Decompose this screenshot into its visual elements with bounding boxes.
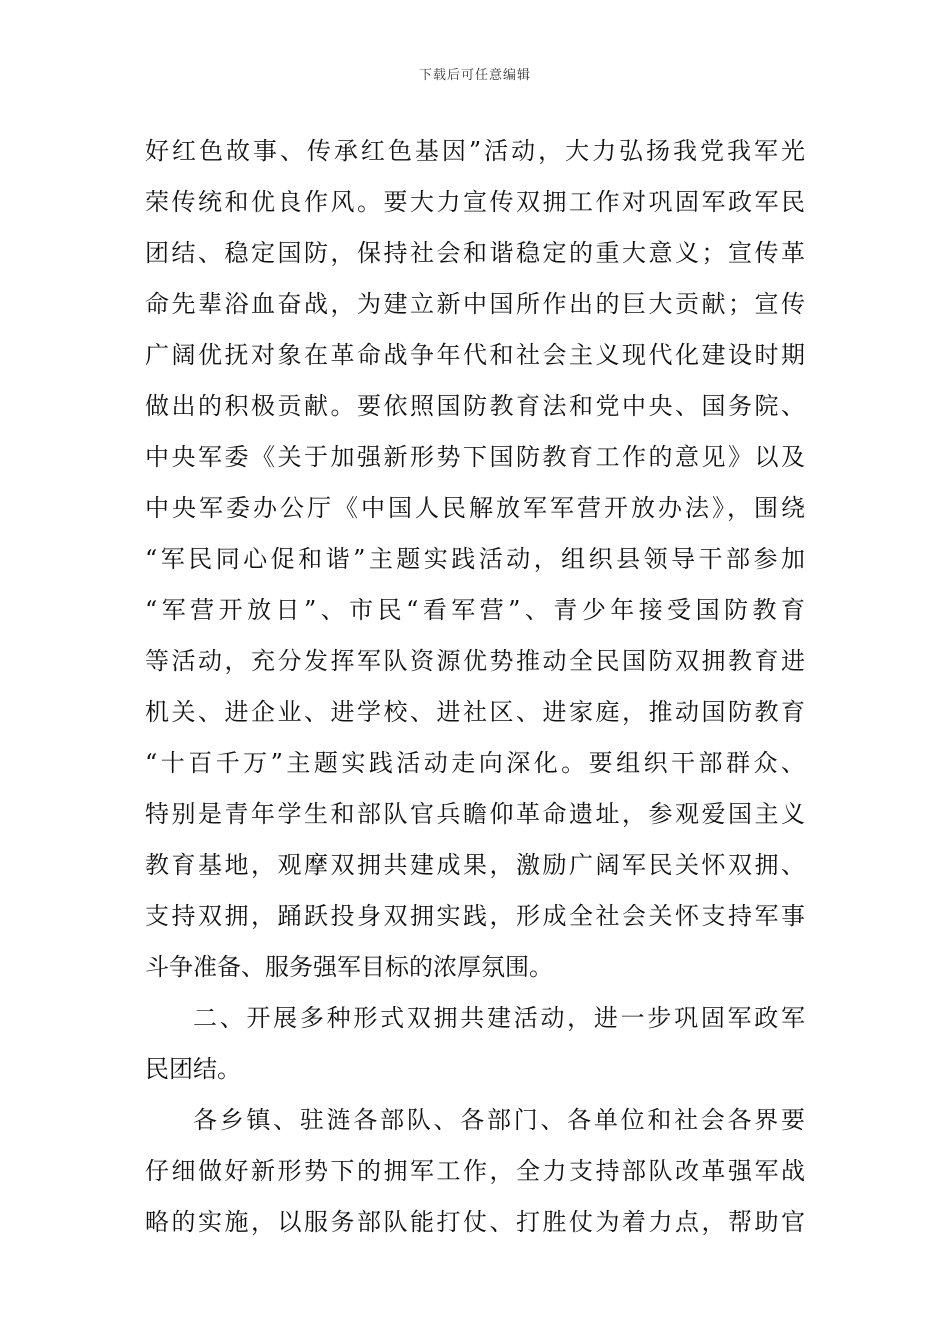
text-line: 好红色故事、传承红色基因”活动，大力弘扬我党我军光 xyxy=(145,137,805,165)
text-line: “十百千万”主题实践活动走向深化。要组织干部群众、 xyxy=(145,749,805,777)
text-line: 仔细做好新形势下的拥军工作，全力支持部队改革强军战 xyxy=(145,1157,805,1185)
text-line: 略的实施，以服务部队能打仗、打胜仗为着力点，帮助官 xyxy=(145,1208,805,1236)
text-line: 命先辈浴血奋战，为建立新中国所作出的巨大贡献；宣传 xyxy=(145,290,805,318)
text-line: 机关、进企业、进学校、进社区、进家庭，推动国防教育 xyxy=(145,698,805,726)
section-heading-end-line: 民团结。 xyxy=(145,1055,241,1083)
paragraph-start-line: 各乡镇、驻涟各部队、各部门、各单位和社会各界要 xyxy=(193,1106,805,1134)
text-line: 特别是青年学生和部队官兵瞻仰革命遗址，参观爱国主义 xyxy=(145,800,805,828)
text-line: “军民同心促和谐”主题实践活动，组织县领导干部参加 xyxy=(145,545,805,573)
text-line: 中央军委办公厅《中国人民解放军军营开放办法》，围绕 xyxy=(145,494,805,522)
text-line: 等活动，充分发挥军队资源优势推动全民国防双拥教育进 xyxy=(145,647,805,675)
page-header: 下载后可任意编辑 xyxy=(418,68,531,83)
text-line: 团结、稳定国防，保持社会和谐稳定的重大意义；宣传革 xyxy=(145,239,805,267)
paragraph-end-line: 斗争准备、服务强军目标的浓厚氛围。 xyxy=(145,953,553,981)
text-line: 中央军委《关于加强新形势下国防教育工作的意见》以及 xyxy=(145,443,805,471)
text-line: “军营开放日”、市民“看军营”、青少年接受国防教育 xyxy=(145,596,805,624)
text-line: 荣传统和优良作风。要大力宣传双拥工作对巩固军政军民 xyxy=(145,188,805,216)
section-heading-line: 二、开展多种形式双拥共建活动，进一步巩固军政军 xyxy=(193,1004,805,1032)
text-line: 广阔优抚对象在革命战争年代和社会主义现代化建设时期 xyxy=(145,341,805,369)
text-line: 支持双拥，踊跃投身双拥实践，形成全社会关怀支持军事 xyxy=(145,902,805,930)
text-line: 做出的积极贡献。要依照国防教育法和党中央、国务院、 xyxy=(145,392,805,420)
text-line: 教育基地，观摩双拥共建成果，激励广阔军民关怀双拥、 xyxy=(145,851,805,879)
document-body xyxy=(145,126,805,1248)
